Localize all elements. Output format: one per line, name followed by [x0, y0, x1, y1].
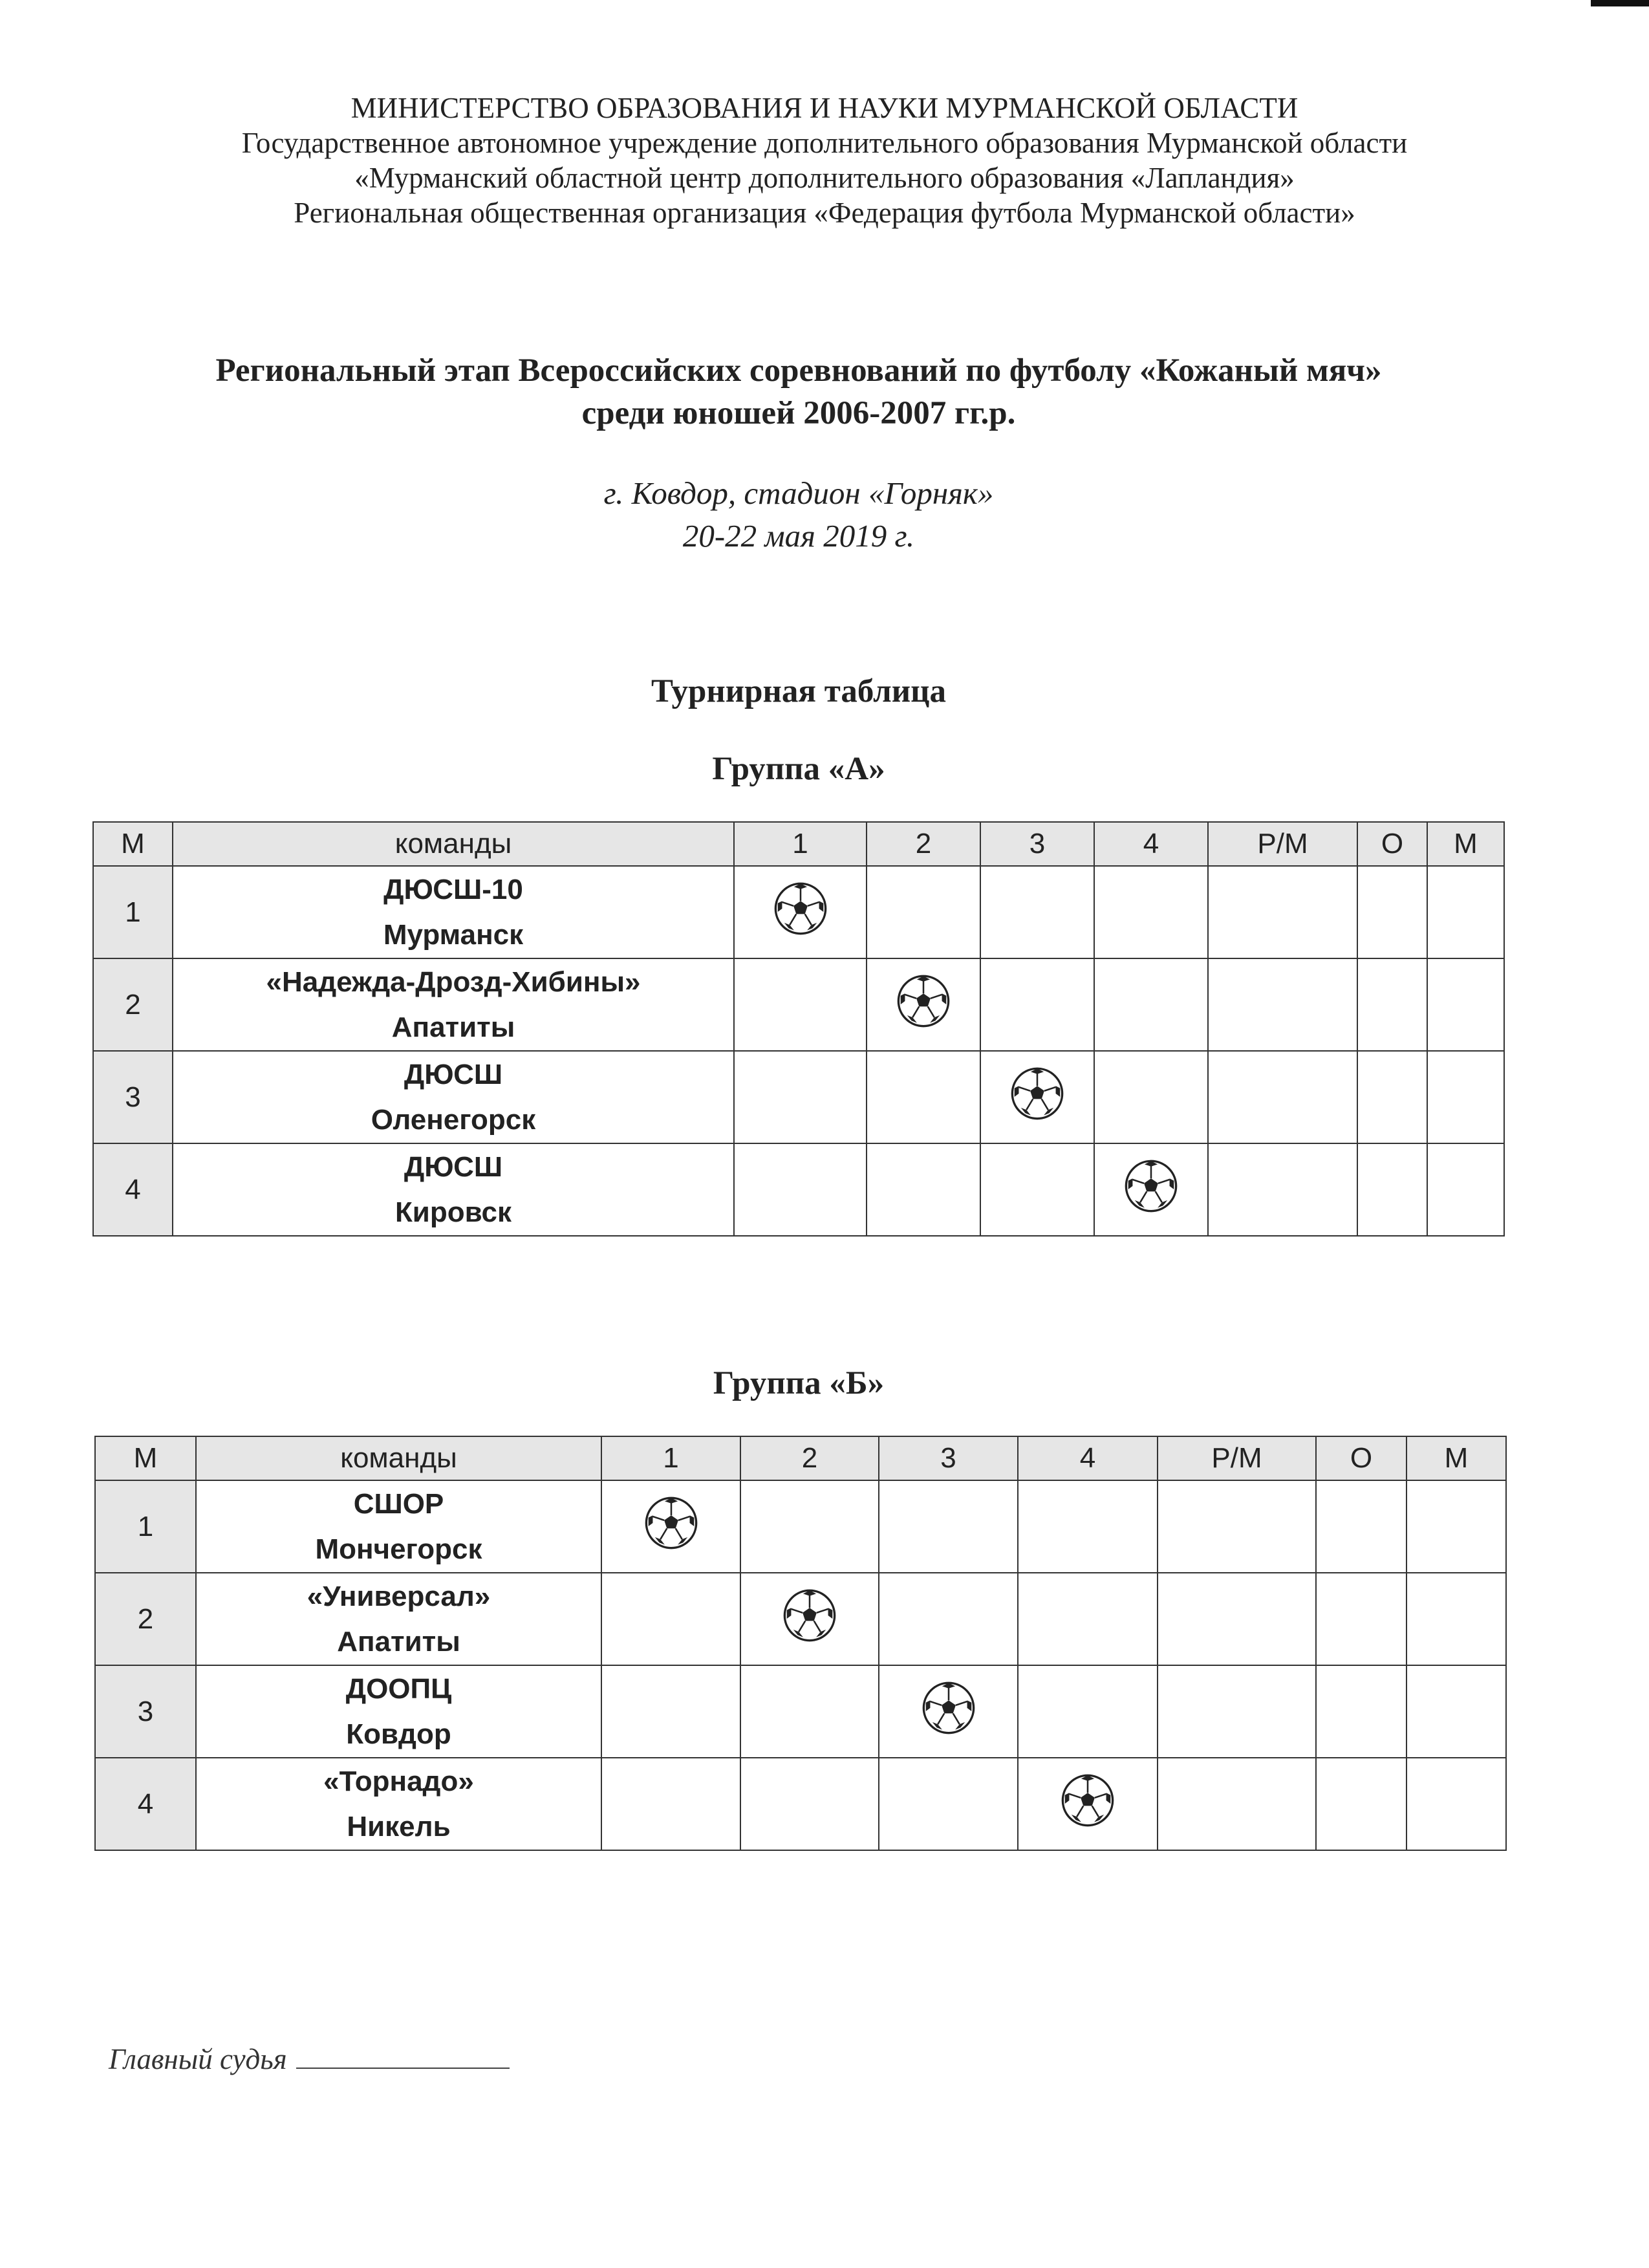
- result-cell: [601, 1665, 740, 1758]
- goal-diff-cell: [1208, 1143, 1357, 1236]
- result-cell: [1018, 1573, 1158, 1665]
- goal-diff-cell: [1158, 1665, 1316, 1758]
- result-cell: [734, 1143, 867, 1236]
- team-city: Ковдор: [346, 1718, 451, 1750]
- table-row: [93, 866, 1504, 958]
- result-cell: [879, 1573, 1018, 1665]
- soccer-ball-icon: [773, 881, 828, 943]
- col-teams: команды: [173, 822, 734, 866]
- col-teams: команды: [196, 1436, 601, 1480]
- table-row: [93, 1051, 1504, 1143]
- points-cell: [1316, 1573, 1406, 1665]
- team-city: Оленегорск: [371, 1103, 536, 1136]
- soccer-ball-icon: [1010, 1066, 1064, 1128]
- rank-cell: [1406, 1758, 1506, 1850]
- title-line-1: Региональный этап Всероссийских соревнований по футболу «Кожаный мяч»: [215, 352, 1382, 389]
- rank-cell: [1427, 958, 1504, 1051]
- team-cell: [173, 958, 734, 1051]
- soccer-ball-icon: [644, 1496, 698, 1557]
- goal-diff-cell: [1158, 1480, 1316, 1573]
- result-cell: [1018, 1665, 1158, 1758]
- group-a-table: [92, 821, 1505, 1237]
- rank-cell: [1427, 1143, 1504, 1236]
- result-cell: [601, 1573, 740, 1665]
- diagonal-cell: [980, 1051, 1094, 1143]
- rank-cell: [1427, 866, 1504, 958]
- points-cell: [1357, 1143, 1427, 1236]
- team-city: Мурманск: [383, 918, 524, 951]
- goal-diff-cell: [1158, 1758, 1316, 1850]
- result-cell: [740, 1665, 879, 1758]
- points-cell: [1316, 1480, 1406, 1573]
- team-cell: [173, 1143, 734, 1236]
- team-city: Апатиты: [391, 1011, 515, 1043]
- team-city: Апатиты: [337, 1625, 460, 1658]
- team-name: ДЮСШ: [404, 1058, 503, 1090]
- points-cell: [1316, 1665, 1406, 1758]
- row-place: 3: [95, 1665, 196, 1758]
- table-row: [95, 1665, 1506, 1758]
- rank-cell: [1406, 1573, 1506, 1665]
- points-cell: [1357, 958, 1427, 1051]
- col-rank: М: [1406, 1436, 1506, 1480]
- team-city: Мончегорск: [315, 1533, 482, 1565]
- venue-block: [0, 472, 1597, 557]
- result-cell: [601, 1758, 740, 1850]
- row-place: 2: [95, 1573, 196, 1665]
- result-cell: [1094, 866, 1208, 958]
- row-place: 4: [93, 1143, 173, 1236]
- col-points: О: [1357, 822, 1427, 866]
- soccer-ball-icon: [896, 974, 951, 1035]
- table-row: [95, 1573, 1506, 1665]
- diagonal-cell: [1018, 1758, 1158, 1850]
- team-name: ДЮСШ: [404, 1150, 503, 1183]
- team-cell: [196, 1665, 601, 1758]
- group-a-title: Группа «А»: [712, 751, 885, 787]
- result-cell: [980, 866, 1094, 958]
- diagonal-cell: [740, 1573, 879, 1665]
- team-name: «Надежда-Дрозд-Хибины»: [266, 966, 641, 998]
- row-place: 4: [95, 1758, 196, 1850]
- col-points: О: [1316, 1436, 1406, 1480]
- col-4: 4: [1018, 1436, 1158, 1480]
- soccer-ball-icon: [921, 1681, 976, 1742]
- col-goal-diff: Р/М: [1158, 1436, 1316, 1480]
- document-header: [0, 91, 1649, 230]
- chief-judge-signature: [109, 2042, 510, 2076]
- result-cell: [867, 1051, 980, 1143]
- standings-title: Турнирная таблица: [651, 673, 946, 709]
- soccer-ball-icon: [1061, 1773, 1115, 1835]
- diagonal-cell: [734, 866, 867, 958]
- team-cell: [196, 1758, 601, 1850]
- goal-diff-cell: [1208, 958, 1357, 1051]
- points-cell: [1357, 866, 1427, 958]
- result-cell: [1018, 1480, 1158, 1573]
- diagonal-cell: [601, 1480, 740, 1573]
- diagonal-cell: [879, 1665, 1018, 1758]
- title-line-2: среди юношей 2006-2007 гг.р.: [581, 395, 1016, 431]
- points-cell: [1316, 1758, 1406, 1850]
- col-goal-diff: Р/М: [1208, 822, 1357, 866]
- rank-cell: [1406, 1480, 1506, 1573]
- team-cell: [196, 1480, 601, 1573]
- col-1: 1: [601, 1436, 740, 1480]
- col-rank: М: [1427, 822, 1504, 866]
- col-3: 3: [980, 822, 1094, 866]
- federation-line: Региональная общественная организация «Федерация футбола Мурманской области»: [294, 197, 1355, 229]
- ministry-line: МИНИСТЕРСТВО ОБРАЗОВАНИЯ И НАУКИ МУРМАНСКОЙ ОБЛАСТИ: [350, 92, 1299, 124]
- result-cell: [1094, 1051, 1208, 1143]
- result-cell: [980, 1143, 1094, 1236]
- col-2: 2: [740, 1436, 879, 1480]
- rank-cell: [1406, 1665, 1506, 1758]
- group-a-header-row: [93, 822, 1504, 866]
- team-cell: [196, 1573, 601, 1665]
- table-row: [93, 1143, 1504, 1236]
- row-place: 3: [93, 1051, 173, 1143]
- competition-title: [0, 349, 1597, 435]
- rank-cell: [1427, 1051, 1504, 1143]
- points-cell: [1357, 1051, 1427, 1143]
- result-cell: [980, 958, 1094, 1051]
- team-name: «Торнадо»: [323, 1765, 474, 1797]
- venue-place: г. Ковдор, стадион «Горняк»: [603, 475, 994, 511]
- goal-diff-cell: [1208, 866, 1357, 958]
- soccer-ball-icon: [1124, 1159, 1178, 1220]
- diagonal-cell: [1094, 1143, 1208, 1236]
- result-cell: [734, 1051, 867, 1143]
- team-name: «Универсал»: [307, 1580, 491, 1612]
- col-1: 1: [734, 822, 867, 866]
- team-name: ДЮСШ-10: [383, 873, 523, 905]
- col-4: 4: [1094, 822, 1208, 866]
- row-place: 2: [93, 958, 173, 1051]
- table-row: [95, 1758, 1506, 1850]
- result-cell: [867, 1143, 980, 1236]
- scan-corner-mark: [1591, 0, 1649, 6]
- team-cell: [173, 866, 734, 958]
- team-name: ДООПЦ: [345, 1672, 452, 1705]
- venue-dates: 20-22 мая 2019 г.: [682, 518, 915, 554]
- judge-label: Главный судья: [109, 2043, 287, 2075]
- row-place: 1: [93, 866, 173, 958]
- col-place: М: [93, 822, 173, 866]
- result-cell: [740, 1758, 879, 1850]
- col-place: М: [95, 1436, 196, 1480]
- row-place: 1: [95, 1480, 196, 1573]
- institution-line: Государственное автономное учреждение дополнительного образования Мурманской области: [241, 127, 1408, 159]
- result-cell: [879, 1758, 1018, 1850]
- table-row: [95, 1480, 1506, 1573]
- signature-line: [296, 2043, 510, 2069]
- group-b-table: [94, 1436, 1507, 1851]
- table-row: [93, 958, 1504, 1051]
- group-b-header-row: [95, 1436, 1506, 1480]
- diagonal-cell: [867, 958, 980, 1051]
- col-2: 2: [867, 822, 980, 866]
- soccer-ball-icon: [782, 1588, 837, 1650]
- result-cell: [734, 958, 867, 1051]
- center-line: «Мурманский областной центр дополнительного образования «Лапландия»: [354, 162, 1295, 194]
- result-cell: [740, 1480, 879, 1573]
- team-city: Кировск: [394, 1196, 512, 1228]
- goal-diff-cell: [1158, 1573, 1316, 1665]
- result-cell: [879, 1480, 1018, 1573]
- col-3: 3: [879, 1436, 1018, 1480]
- group-b-title: Группа «Б»: [713, 1365, 885, 1401]
- team-city: Никель: [347, 1810, 451, 1842]
- team-name: СШОР: [353, 1487, 444, 1520]
- goal-diff-cell: [1208, 1051, 1357, 1143]
- team-cell: [173, 1051, 734, 1143]
- result-cell: [1094, 958, 1208, 1051]
- result-cell: [867, 866, 980, 958]
